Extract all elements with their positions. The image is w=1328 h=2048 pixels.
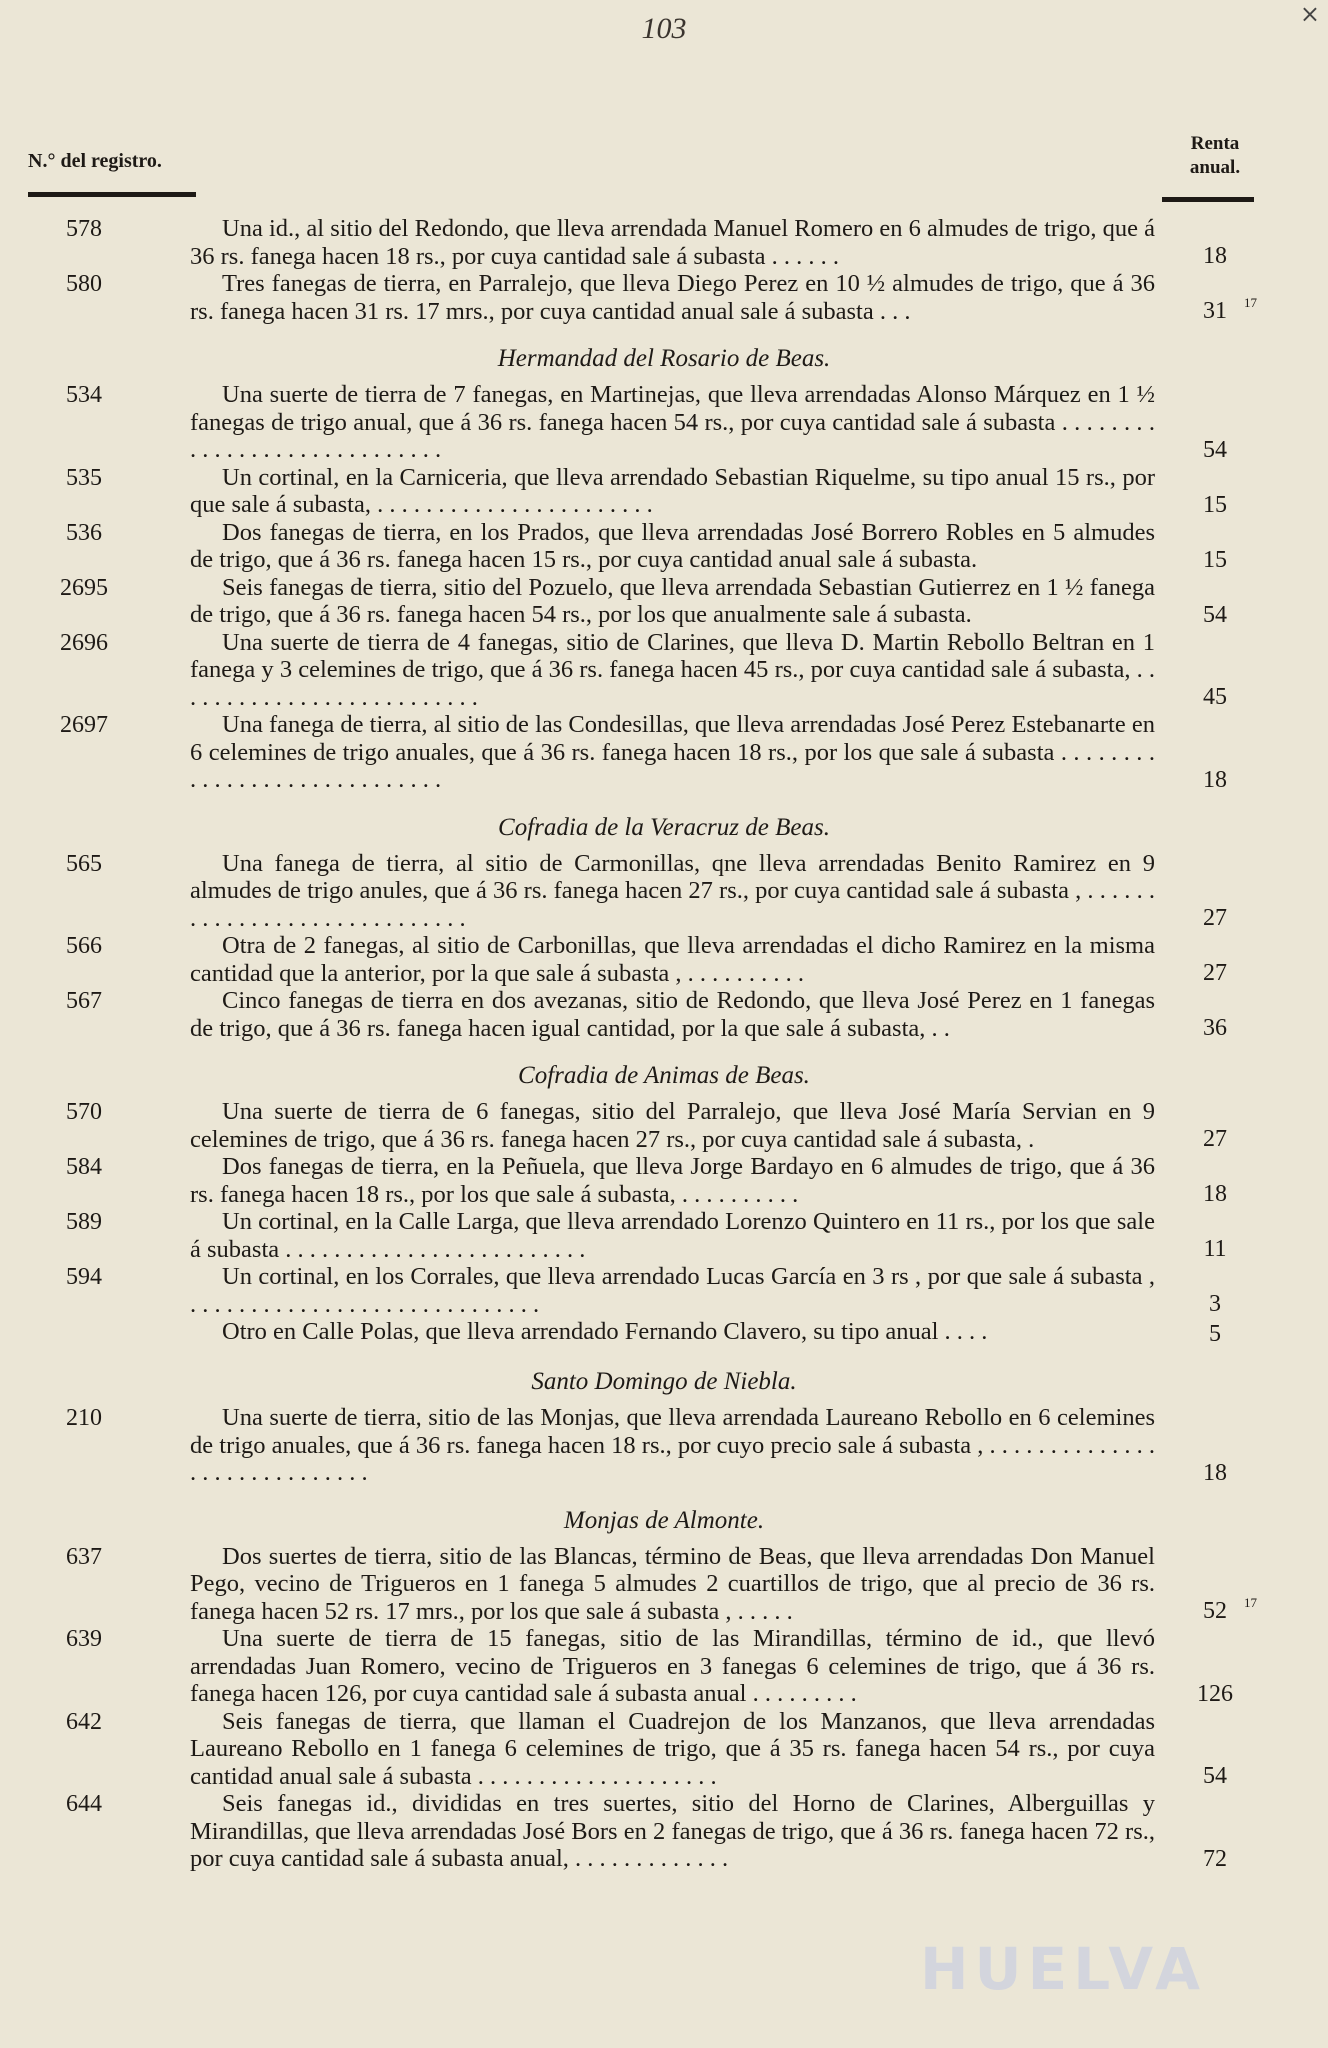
annual-rent-header-line1: Renta (1190, 133, 1240, 154)
registry-number: 637 (66, 1543, 102, 1570)
ledger-entry (0, 381, 1328, 464)
entry-description: Dos fanegas de tierra, en la Peñuela, que lleva Jorge Bardayo en 6 almudes de trigo, que á 36 rs. fanega hacen 18 rs., por los que sale á subasta, . . . . . . . . . . (190, 1153, 1155, 1208)
annual-rent-amount: 5 (1209, 1321, 1221, 1347)
ledger-section (0, 337, 1328, 800)
ledger-entry (0, 574, 1328, 629)
annual-rent-amount: 31 (1203, 298, 1227, 324)
ledger-content (0, 215, 1328, 1879)
amount-maravedis: 17 (1244, 1595, 1257, 1610)
section-gap (0, 1873, 1328, 1879)
section-title: Monjas de Almonte. (563, 1506, 765, 1534)
entry-description: Otra de 2 fanegas, al sitio de Carbonillas, que lleva arrendadas el dicho Ramirez en la misma cantidad que la anterior, por la que sale á subasta , . . . . . . . . . . (190, 932, 1155, 987)
registry-number-header: N.° del registro. (28, 150, 162, 172)
section-title: Hermandad del Rosario de Beas. (497, 345, 831, 372)
entry-description: Tres fanegas de tierra, en Parralejo, que lleva Diego Perez en 10 ½ almudes de trigo, que á 36 rs. fanega hacen 31 rs. 17 mrs., por cuya cantidad anual sale á subasta . . . (190, 270, 1155, 325)
annual-rent-header (1160, 132, 1270, 180)
section-gap (0, 325, 1328, 331)
entry-description: Un cortinal, en los Corrales, que lleva arrendado Lucas García en 3 rs , por que sale á subasta , . . . . . . . . . . . . . . . . . . . . . . . . . . . . . (190, 1263, 1155, 1318)
registry-number: 639 (66, 1626, 102, 1652)
entry-description: Un cortinal, en la Carniceria, que lleva arrendado Sebastian Riquelme, su tipo anual 15 rs., por que sale á subasta, . . . . . . . . . . . . . . . . . . . . . . . (190, 463, 1155, 518)
annual-rent-amount: 27 (1203, 905, 1227, 931)
entry-description: Seis fanegas de tierra, que llaman el Cuadrejon de los Manzanos, que lleva arrendadas Laureano Rebollo en 1 fanega 6 celemines de trigo, que á 35 rs. fanega hacen 54 rs., por cuya cantidad anual sale á subasta . . . . . . . . . . . . . . . . . . . . (190, 1707, 1155, 1790)
ledger-entry (0, 987, 1328, 1042)
ledger-section (0, 806, 1328, 1049)
section-gap (0, 1348, 1328, 1354)
ledger-section (0, 1054, 1328, 1354)
registry-number: 578 (66, 216, 102, 242)
ledger-section (0, 1499, 1328, 1879)
registry-number: 2696 (60, 629, 108, 656)
section-gap (0, 1487, 1328, 1493)
entry-description: Una suerte de tierra de 6 fanegas, sitio del Parralejo, que lleva José María Servian en 9 celemines de trigo, que á 36 rs. fanega hacen 27 rs., por cuya cantidad sale á subasta, . (190, 1098, 1155, 1153)
entry-description: Cinco fanegas de tierra en dos avezanas, sitio de Redondo, que lleva José Perez en 1 fanegas de trigo, que á 36 rs. fanega hacen igual cantidad, por la que sale á subasta, . . (190, 987, 1155, 1042)
ledger-entry (0, 1708, 1328, 1791)
ledger-entry (0, 1098, 1328, 1153)
ledger-entry (0, 1625, 1328, 1708)
annual-rent-amount: 52 (1203, 1598, 1227, 1624)
section-title: Cofradia de la Veracruz de Beas. (498, 813, 830, 841)
registry-number: 2697 (60, 712, 108, 738)
entry-description: Seis fanegas id., divididas en tres suertes, sitio del Horno de Clarines, Alberguillas y Mirandillas, que lleva arrendadas José Bors en 2 fanegas de trigo, que á 36 rs. fanega hacen 72 rs., por cuya cantidad sale á subasta anual, . . . . . . . . . . . . . (190, 1790, 1155, 1872)
registry-number: 567 (66, 988, 102, 1014)
annual-rent-amount: 27 (1203, 1126, 1227, 1152)
section-gap (0, 1042, 1328, 1048)
ledger-entry (0, 1263, 1328, 1318)
entry-description: Una id., al sitio del Redondo, que lleva arrendada Manuel Romero en 6 almudes de trigo, que á 36 rs. fanega hacen 18 rs., por cuya cantidad sale á subasta . . . . . . (190, 215, 1155, 270)
entry-description: Un cortinal, en la Calle Larga, que lleva arrendado Lorenzo Quintero en 11 rs., por los que sale á subasta . . . . . . . . . . . . . . . . . . . . . . . . . (190, 1208, 1155, 1263)
annual-rent-amount: 15 (1203, 546, 1227, 573)
corner-mark: × (1299, 0, 1320, 28)
ledger-entry (0, 711, 1328, 794)
entry-description: Una suerte de tierra de 4 fanegas, sitio de Clarines, que lleva D. Martin Rebollo Beltran en 1 fanega y 3 celemines de trigo, que á 36 rs. fanega hacen 45 rs., por cuya cantidad sale á subasta, . . . . . . . . . . . . . . . . . . . . . . . . . . (190, 628, 1155, 711)
registry-number: 565 (66, 850, 102, 877)
entry-description: Una suerte de tierra de 7 fanegas, en Martinejas, que lleva arrendadas Alonso Márquez en 1 ½ fanegas de trigo anual, que á 36 rs. fanega hacen 54 rs., por cuya cantidad sale á subasta . . . . . . . . . . . . . . . . . . . . . . . . . . . . . (190, 381, 1155, 463)
ledger-entry (0, 1208, 1328, 1263)
registry-number: 580 (66, 271, 102, 297)
header-rule-right (1162, 197, 1254, 202)
ledger-entry (0, 1404, 1328, 1487)
annual-rent-amount: 18 (1203, 766, 1227, 793)
annual-rent-amount: 72 (1203, 1845, 1227, 1872)
registry-number: 2695 (60, 574, 108, 601)
annual-rent-amount: 11 (1203, 1236, 1227, 1262)
registry-number: 594 (66, 1264, 102, 1290)
entry-description: Una suerte de tierra, sitio de las Monjas, que lleva arrendada Laureano Rebollo en 6 celemines de trigo anuales, que á 36 rs. fanega hacen 18 rs., por cuyo precio sale á subasta , . . . . . . . . . . . . . . . . . . . . . . . . . . . . . (190, 1404, 1155, 1486)
annual-rent-header-line2: anual. (1189, 157, 1241, 178)
ledger-entry (0, 1543, 1328, 1626)
annual-rent-amount: 27 (1203, 960, 1227, 986)
section-gap (0, 794, 1328, 800)
archive-watermark: HUELVA (920, 1935, 1207, 2003)
entry-description: Una fanega de tierra, al sitio de las Condesillas, que lleva arrendadas José Perez Estebanarte en 6 celemines de trigo anuales, que á 36 rs. fanega hacen 18 rs., por los que sale á subasta . . . . . . . . . . . . . . . . . . . . . . . . . . . . . (190, 711, 1155, 793)
registry-number: 642 (66, 1708, 102, 1735)
annual-rent-amount: 54 (1203, 601, 1227, 628)
ledger-entry (0, 215, 1328, 270)
annual-rent-amount: 45 (1203, 684, 1227, 710)
registry-number: 566 (66, 933, 102, 959)
registry-number: 589 (66, 1209, 102, 1235)
annual-rent-amount: 18 (1203, 243, 1227, 269)
annual-rent-amount: 18 (1203, 1459, 1227, 1486)
registry-number: 644 (66, 1791, 102, 1817)
ledger-entry (0, 1153, 1328, 1208)
page-number: 103 (641, 12, 687, 45)
registry-number: 534 (66, 382, 102, 408)
ledger-entry (0, 270, 1328, 325)
ledger-entry (0, 1318, 1328, 1348)
annual-rent-amount: 36 (1203, 1015, 1227, 1041)
entry-description: Seis fanegas de tierra, sitio del Pozuelo, que lleva arrendada Sebastian Gutierrez en 1 ½ fanega de trigo, que á 36 rs. fanega hacen 54 rs., por los que anualmente sale á subasta. (190, 573, 1155, 628)
ledger-entry (0, 850, 1328, 933)
annual-rent-amount: 54 (1203, 436, 1227, 463)
annual-rent-amount: 18 (1203, 1181, 1227, 1207)
section-title: Cofradia de Animas de Beas. (518, 1062, 810, 1089)
annual-rent-amount: 54 (1203, 1763, 1227, 1789)
entry-description: Una suerte de tierra de 15 fanegas, sitio de las Mirandillas, término de id., que llevó arrendadas Juan Romero, vecino de Trigueros en 3 fanegas 6 celemines de trigo, que á 36 rs. fanega hacen 126, por cuya cantidad sale á subasta anual . . . . . . . . . (190, 1625, 1155, 1707)
header-rule-left (28, 192, 196, 197)
ledger-entry (0, 1790, 1328, 1873)
registry-number: 570 (66, 1099, 102, 1125)
entry-description: Dos suertes de tierra, sitio de las Blancas, término de Beas, que lleva arrendadas Don Manuel Pego, vecino de Trigueros en 1 fanega 5 almudes 2 cuartillos de trigo, que al precio de 36 rs. fanega hacen 52 rs. 17 mrs., por los que sale á subasta , . . . . . (190, 1542, 1155, 1625)
ledger-entry (0, 629, 1328, 712)
annual-rent-amount: 126 (1197, 1680, 1233, 1707)
ledger-entry (0, 519, 1328, 574)
annual-rent-amount: 3 (1209, 1291, 1221, 1317)
registry-number: 536 (66, 519, 102, 546)
section-title: Santo Domingo de Niebla. (531, 1368, 797, 1395)
ledger-section (0, 215, 1328, 331)
ledger-entry (0, 464, 1328, 519)
entry-description: Otro en Calle Polas, que lleva arrendado Fernando Clavero, su tipo anual . . . . (222, 1318, 988, 1345)
entry-description: Una fanega de tierra, al sitio de Carmonillas, qne lleva arrendadas Benito Ramirez en 9 almudes de trigo anules, que á 36 rs. fanega hacen 27 rs., por cuya cantidad sale á subasta , . . . . . . . . . . . . . . . . . . . . . . . . . . . . . (190, 849, 1155, 932)
ledger-entry (0, 932, 1328, 987)
annual-rent-amount: 15 (1203, 491, 1227, 518)
registry-number: 210 (66, 1405, 102, 1431)
ledger-section (0, 1360, 1328, 1493)
registry-number: 535 (66, 464, 102, 491)
registry-number: 584 (66, 1154, 102, 1180)
entry-description: Dos fanegas de tierra, en los Prados, que lleva arrendadas José Borrero Robles en 5 almudes de trigo, que á 36 rs. fanega hacen 15 rs., por cuya cantidad anual sale á subasta. (190, 518, 1155, 573)
amount-maravedis: 17 (1244, 295, 1257, 310)
